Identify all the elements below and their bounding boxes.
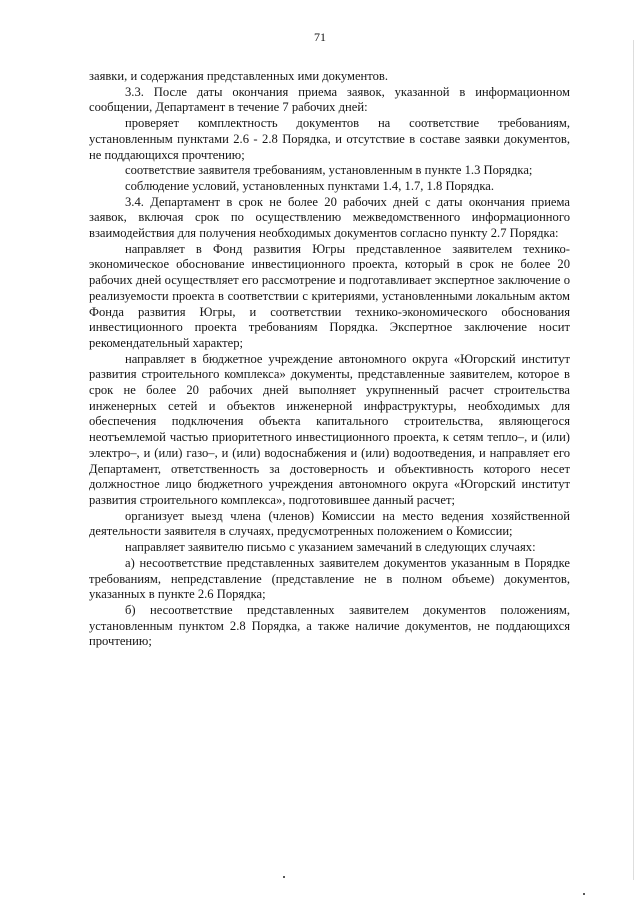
paragraph-continuation: заявки, и содержания представленных ими документов. [89,69,389,83]
paragraph-3-3: 3.3. После даты окончания приема заявок, указанной в информационном сообщении, Департамент в течение 7 рабочих дней: [89,84,570,115]
scan-speck [283,876,285,878]
sub-item-a: а) несоответствие представленных заявителем документов указанным в Порядке требованиям, непредставление (представление не в полном объеме) документов, указанных в пункте 2.6 Порядка; [89,555,570,602]
list-item-conditions-compliance: соблюдение условий, установленных пунктами 1.4, 1.7, 1.8 Порядка. [125,178,495,193]
list-item-fund-review: направляет в Фонд развития Югры представленное заявителем технико-экономическое обоснование инвестиционного проекта, который в срок не более 20 рабочих дней осуществляет его рассмотрение и подготавливает экспертное заключение о реализуемости проекта в соответствии с критериями, установленными локальным актом Фонда развития Югры, и соответствии технико-экономического обоснования инвестиционного проекта требованиям Порядка. Экспертное заключение носит рекомендательный характер; [89,241,570,350]
list-item-institute-calculation: направляет в бюджетное учреждение автономного округа «Югорский институт развития строительного комплекса» документы, представленные заявителем, которое в срок не более 20 рабочих дней выполняет укрупненный расчет строительства инженерных сетей и объектов инженерной инфраструктуры, необходимых для обеспечения подключения объекта капитального строительства, являющегося неотъемлемой частью приоритетного инвестиционного проекта, к сетям тепло–, и (или) электро–, и (или) газо–, и (или) водоснабжения и (или) водоотведения, и направляет его Департамент, ответственность за достоверность и объективность которого несет должностное лицо бюджетного учреждения автономного округа «Югорский институт развития строительного комплекса», подготовившее данный расчет; [89,351,570,507]
paragraph-3-4: 3.4. Департамент в срок не более 20 рабочих дней с даты окончания приема заявок, включая срок по осуществлению межведомственного информационного взаимодействия для получения необходимых документов согласно пункту 2.7 Порядка: [89,194,570,241]
list-item-completeness-check: проверяет комплектность документов на соответствие требованиям, установленным пунктами 2.6 - 2.8 Порядка, и отсутствие в составе заявки документов, не поддающихся прочтению; [89,116,570,162]
scan-speck [583,893,585,895]
scan-edge-line [633,40,634,880]
list-item-remarks-letter: направляет заявителю письмо с указанием замечаний в следующих случаях: [125,540,536,555]
sub-item-b: б) несоответствие представленных заявителем документов положениям, установленным пунктом 2.8 Порядка, а также наличие документов, не поддающихся прочтению; [89,602,570,649]
document-body [89,69,570,650]
list-item-site-visit: организует выезд члена (членов) Комиссии на место ведения хозяйственной деятельности заявителя в случаях, предусмотренных положением о Комиссии; [89,508,570,539]
page-number: 71 [314,30,326,44]
list-item-applicant-compliance: соответствие заявителя требованиям, установленным в пункте 1.3 Порядка; [125,163,533,178]
